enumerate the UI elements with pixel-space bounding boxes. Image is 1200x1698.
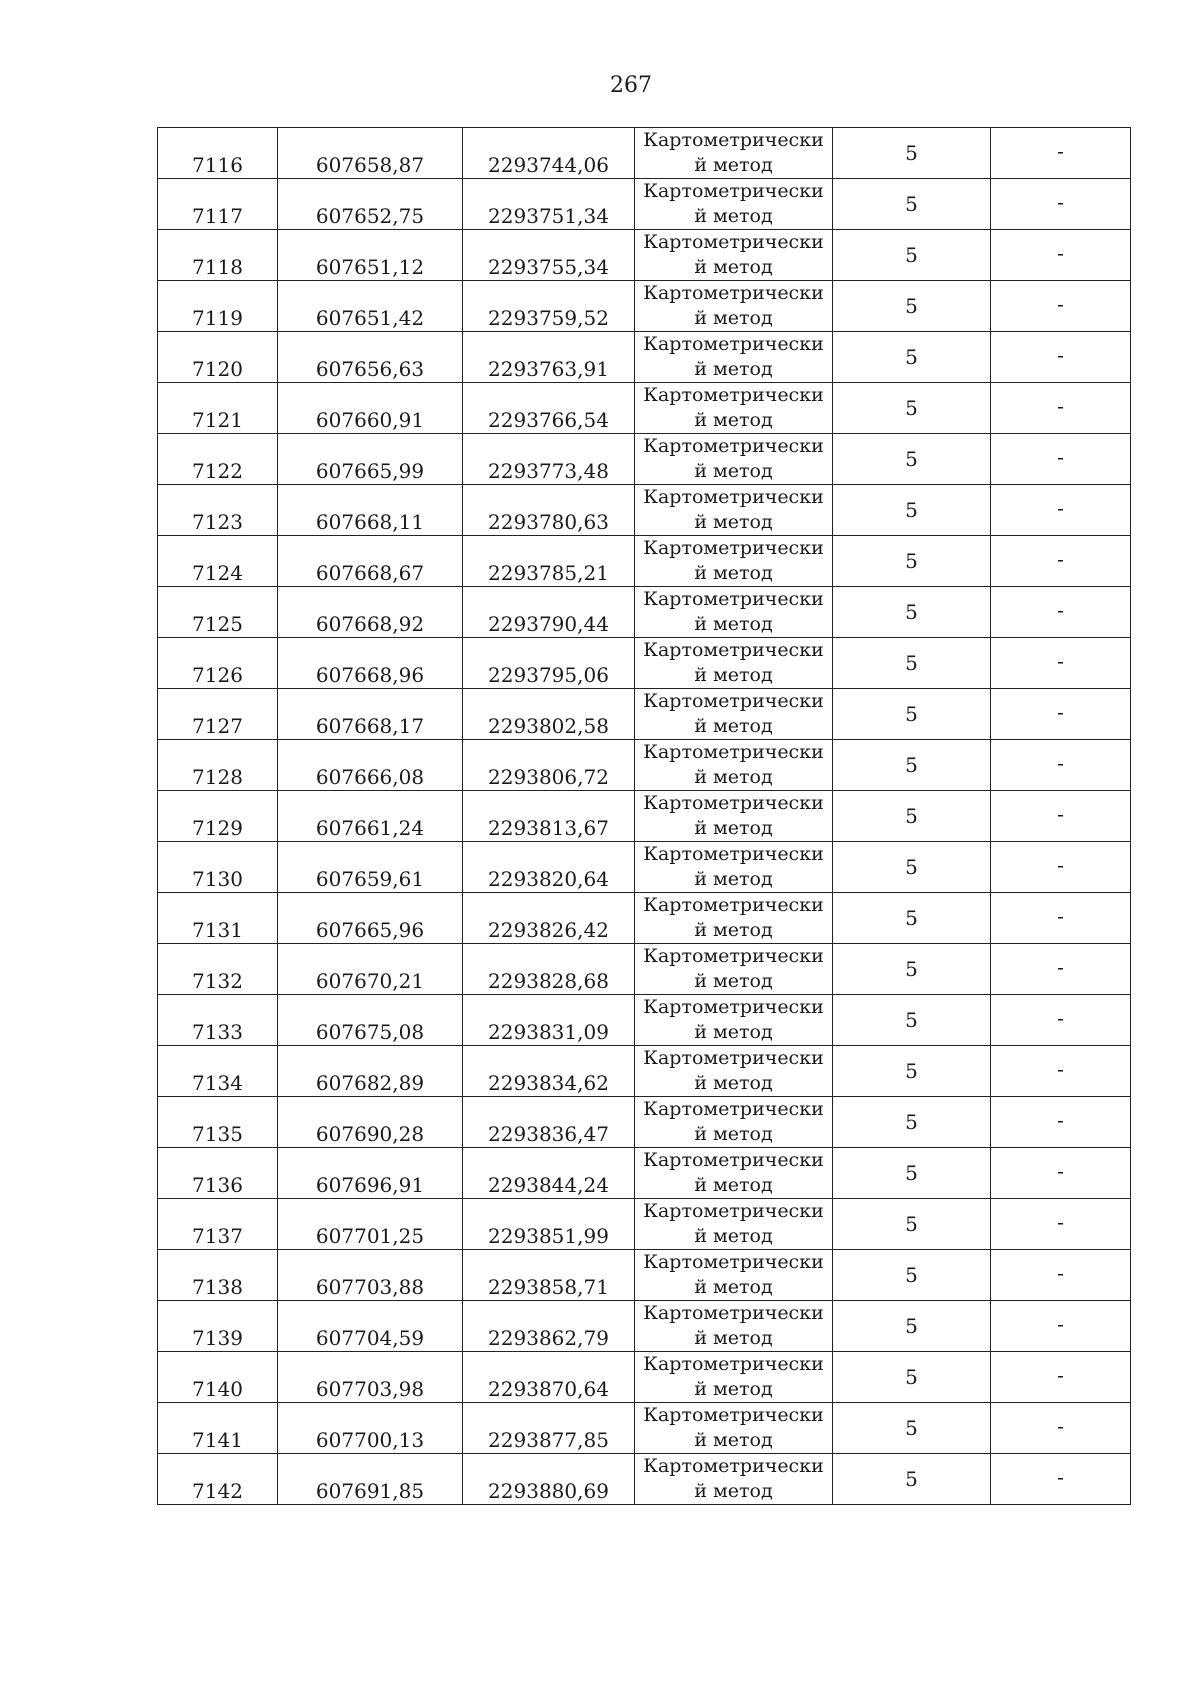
accuracy-cell: 5: [833, 1454, 991, 1505]
method-line-1: Картометрически: [643, 996, 824, 1018]
description-text: -: [1057, 700, 1064, 724]
x-coordinate-cell: 607660,91: [278, 383, 463, 434]
description-cell: [991, 281, 1131, 332]
description-text: -: [1057, 802, 1064, 826]
table-row: [158, 791, 1131, 842]
table-row: [158, 485, 1131, 536]
method-line-2: й метод: [694, 1480, 773, 1502]
point-number-cell: 7127: [158, 689, 278, 740]
description-cell: [991, 179, 1131, 230]
method-line-2: й метод: [694, 205, 773, 227]
table-row: [158, 536, 1131, 587]
description-cell: [991, 1301, 1131, 1352]
method-line-2: й метод: [694, 1072, 773, 1094]
point-number-cell: 7125: [158, 587, 278, 638]
accuracy-cell: 5: [833, 281, 991, 332]
description-cell: [991, 1352, 1131, 1403]
method-line-2: й метод: [694, 664, 773, 686]
y-coordinate-cell: 2293813,67: [463, 791, 635, 842]
x-coordinate-cell: 607670,21: [278, 944, 463, 995]
description-cell: [991, 1097, 1131, 1148]
y-coordinate-cell: 2293858,71: [463, 1250, 635, 1301]
method-cell: [635, 128, 833, 179]
accuracy-cell: 5: [833, 1250, 991, 1301]
method-cell: [635, 791, 833, 842]
y-coordinate-cell: 2293870,64: [463, 1352, 635, 1403]
y-coordinate-cell: 2293877,85: [463, 1403, 635, 1454]
table-row: [158, 1046, 1131, 1097]
method-line-1: Картометрически: [643, 843, 824, 865]
method-line-1: Картометрически: [643, 1302, 824, 1324]
method-line-1: Картометрически: [643, 384, 824, 406]
point-number-cell: 7136: [158, 1148, 278, 1199]
method-line-2: й метод: [694, 868, 773, 890]
x-coordinate-cell: 607665,96: [278, 893, 463, 944]
accuracy-cell: 5: [833, 1148, 991, 1199]
description-text: -: [1057, 751, 1064, 775]
point-number-cell: 7116: [158, 128, 278, 179]
method-cell: [635, 1250, 833, 1301]
method-cell: [635, 587, 833, 638]
y-coordinate-cell: 2293751,34: [463, 179, 635, 230]
accuracy-cell: 5: [833, 995, 991, 1046]
method-cell: [635, 230, 833, 281]
y-coordinate-cell: 2293802,58: [463, 689, 635, 740]
method-cell: [635, 1352, 833, 1403]
description-cell: [991, 1403, 1131, 1454]
point-number-cell: 7142: [158, 1454, 278, 1505]
point-number-cell: 7140: [158, 1352, 278, 1403]
description-cell: [991, 230, 1131, 281]
method-line-2: й метод: [694, 409, 773, 431]
table-row: [158, 944, 1131, 995]
description-text: -: [1057, 1108, 1064, 1132]
description-cell: [991, 383, 1131, 434]
method-cell: [635, 1301, 833, 1352]
description-cell: [991, 740, 1131, 791]
description-text: -: [1057, 1057, 1064, 1081]
x-coordinate-cell: 607691,85: [278, 1454, 463, 1505]
method-line-1: Картометрически: [643, 639, 824, 661]
table-row: [158, 740, 1131, 791]
method-line-1: Картометрически: [643, 282, 824, 304]
description-text: -: [1057, 955, 1064, 979]
method-line-1: Картометрически: [643, 435, 824, 457]
description-cell: [991, 1454, 1131, 1505]
method-line-2: й метод: [694, 715, 773, 737]
description-text: -: [1057, 241, 1064, 265]
y-coordinate-cell: 2293773,48: [463, 434, 635, 485]
description-text: -: [1057, 1363, 1064, 1387]
point-number-cell: 7118: [158, 230, 278, 281]
point-number-cell: 7126: [158, 638, 278, 689]
method-cell: [635, 1403, 833, 1454]
x-coordinate-cell: 607668,92: [278, 587, 463, 638]
method-cell: [635, 434, 833, 485]
x-coordinate-cell: 607661,24: [278, 791, 463, 842]
description-text: -: [1057, 547, 1064, 571]
description-text: -: [1057, 445, 1064, 469]
method-cell: [635, 281, 833, 332]
method-line-1: Картометрически: [643, 690, 824, 712]
method-cell: [635, 1199, 833, 1250]
description-text: -: [1057, 1006, 1064, 1030]
x-coordinate-cell: 607666,08: [278, 740, 463, 791]
description-cell: [991, 893, 1131, 944]
point-number-cell: 7134: [158, 1046, 278, 1097]
y-coordinate-cell: 2293826,42: [463, 893, 635, 944]
table-row: [158, 638, 1131, 689]
description-text: -: [1057, 904, 1064, 928]
point-number-cell: 7124: [158, 536, 278, 587]
accuracy-cell: 5: [833, 842, 991, 893]
x-coordinate-cell: 607668,11: [278, 485, 463, 536]
x-coordinate-cell: 607703,98: [278, 1352, 463, 1403]
point-number-cell: 7137: [158, 1199, 278, 1250]
y-coordinate-cell: 2293785,21: [463, 536, 635, 587]
method-cell: [635, 536, 833, 587]
description-cell: [991, 587, 1131, 638]
table-row: [158, 281, 1131, 332]
method-line-2: й метод: [694, 766, 773, 788]
method-line-2: й метод: [694, 817, 773, 839]
description-cell: [991, 434, 1131, 485]
method-line-2: й метод: [694, 460, 773, 482]
description-text: -: [1057, 1312, 1064, 1336]
point-number-cell: 7128: [158, 740, 278, 791]
y-coordinate-cell: 2293851,99: [463, 1199, 635, 1250]
x-coordinate-cell: 607703,88: [278, 1250, 463, 1301]
method-line-1: Картометрически: [643, 1353, 824, 1375]
description-text: -: [1057, 1210, 1064, 1234]
method-line-2: й метод: [694, 307, 773, 329]
method-cell: [635, 740, 833, 791]
method-line-2: й метод: [694, 1378, 773, 1400]
accuracy-cell: 5: [833, 128, 991, 179]
method-line-2: й метод: [694, 562, 773, 584]
description-text: -: [1057, 394, 1064, 418]
description-text: -: [1057, 1261, 1064, 1285]
method-line-1: Картометрически: [643, 180, 824, 202]
description-cell: [991, 485, 1131, 536]
y-coordinate-cell: 2293862,79: [463, 1301, 635, 1352]
method-cell: [635, 638, 833, 689]
y-coordinate-cell: 2293806,72: [463, 740, 635, 791]
description-cell: [991, 332, 1131, 383]
method-line-1: Картометрически: [643, 1200, 824, 1222]
point-number-cell: 7138: [158, 1250, 278, 1301]
table-row: [158, 1250, 1131, 1301]
method-line-1: Картометрически: [643, 1404, 824, 1426]
description-text: -: [1057, 649, 1064, 673]
table-row: [158, 1403, 1131, 1454]
x-coordinate-cell: 607690,28: [278, 1097, 463, 1148]
point-number-cell: 7117: [158, 179, 278, 230]
accuracy-cell: 5: [833, 1301, 991, 1352]
y-coordinate-cell: 2293744,06: [463, 128, 635, 179]
method-line-2: й метод: [694, 919, 773, 941]
accuracy-cell: 5: [833, 1352, 991, 1403]
y-coordinate-cell: 2293844,24: [463, 1148, 635, 1199]
method-line-1: Картометрически: [643, 333, 824, 355]
description-cell: [991, 638, 1131, 689]
point-number-cell: 7129: [158, 791, 278, 842]
table-row: [158, 842, 1131, 893]
description-cell: [991, 536, 1131, 587]
x-coordinate-cell: 607704,59: [278, 1301, 463, 1352]
description-text: -: [1057, 1414, 1064, 1438]
method-line-1: Картометрически: [643, 1098, 824, 1120]
x-coordinate-cell: 607701,25: [278, 1199, 463, 1250]
accuracy-cell: 5: [833, 179, 991, 230]
x-coordinate-cell: 607656,63: [278, 332, 463, 383]
method-line-2: й метод: [694, 358, 773, 380]
method-line-2: й метод: [694, 1123, 773, 1145]
method-cell: [635, 485, 833, 536]
description-cell: [991, 1046, 1131, 1097]
description-text: -: [1057, 1465, 1064, 1489]
method-line-1: Картометрически: [643, 894, 824, 916]
accuracy-cell: 5: [833, 587, 991, 638]
x-coordinate-cell: 607682,89: [278, 1046, 463, 1097]
accuracy-cell: 5: [833, 1097, 991, 1148]
description-cell: [991, 995, 1131, 1046]
y-coordinate-cell: 2293820,64: [463, 842, 635, 893]
coordinates-table: [157, 127, 1131, 1505]
x-coordinate-cell: 607668,67: [278, 536, 463, 587]
description-text: -: [1057, 598, 1064, 622]
table-row: [158, 1148, 1131, 1199]
method-line-1: Картометрически: [643, 945, 824, 967]
table-row: [158, 995, 1131, 1046]
y-coordinate-cell: 2293795,06: [463, 638, 635, 689]
method-line-1: Картометрически: [643, 537, 824, 559]
y-coordinate-cell: 2293828,68: [463, 944, 635, 995]
x-coordinate-cell: 607658,87: [278, 128, 463, 179]
point-number-cell: 7123: [158, 485, 278, 536]
x-coordinate-cell: 607651,12: [278, 230, 463, 281]
description-cell: [991, 1250, 1131, 1301]
method-cell: [635, 383, 833, 434]
x-coordinate-cell: 607668,96: [278, 638, 463, 689]
method-line-1: Картометрически: [643, 588, 824, 610]
method-line-2: й метод: [694, 613, 773, 635]
method-cell: [635, 179, 833, 230]
accuracy-cell: 5: [833, 740, 991, 791]
y-coordinate-cell: 2293834,62: [463, 1046, 635, 1097]
point-number-cell: 7121: [158, 383, 278, 434]
y-coordinate-cell: 2293759,52: [463, 281, 635, 332]
point-number-cell: 7120: [158, 332, 278, 383]
point-number-cell: 7139: [158, 1301, 278, 1352]
method-cell: [635, 893, 833, 944]
accuracy-cell: 5: [833, 791, 991, 842]
method-cell: [635, 842, 833, 893]
y-coordinate-cell: 2293780,63: [463, 485, 635, 536]
method-line-2: й метод: [694, 511, 773, 533]
x-coordinate-cell: 607700,13: [278, 1403, 463, 1454]
table-row: [158, 1301, 1131, 1352]
method-line-1: Картометрически: [643, 1251, 824, 1273]
table-row: [158, 128, 1131, 179]
y-coordinate-cell: 2293755,34: [463, 230, 635, 281]
method-line-1: Картометрически: [643, 1047, 824, 1069]
description-text: -: [1057, 1159, 1064, 1183]
y-coordinate-cell: 2293790,44: [463, 587, 635, 638]
method-line-1: Картометрически: [643, 1455, 824, 1477]
description-cell: [991, 689, 1131, 740]
method-line-1: Картометрически: [643, 1149, 824, 1171]
x-coordinate-cell: 607651,42: [278, 281, 463, 332]
description-text: -: [1057, 139, 1064, 163]
table-row: [158, 434, 1131, 485]
description-cell: [991, 944, 1131, 995]
method-cell: [635, 1046, 833, 1097]
method-cell: [635, 995, 833, 1046]
point-number-cell: 7119: [158, 281, 278, 332]
page-number: 267: [610, 73, 652, 98]
x-coordinate-cell: 607668,17: [278, 689, 463, 740]
x-coordinate-cell: 607675,08: [278, 995, 463, 1046]
method-line-1: Картометрически: [643, 792, 824, 814]
y-coordinate-cell: 2293880,69: [463, 1454, 635, 1505]
accuracy-cell: 5: [833, 230, 991, 281]
y-coordinate-cell: 2293831,09: [463, 995, 635, 1046]
point-number-cell: 7132: [158, 944, 278, 995]
table-row: [158, 1199, 1131, 1250]
accuracy-cell: 5: [833, 944, 991, 995]
accuracy-cell: 5: [833, 383, 991, 434]
description-cell: [991, 1148, 1131, 1199]
method-line-1: Картометрически: [643, 741, 824, 763]
accuracy-cell: 5: [833, 485, 991, 536]
y-coordinate-cell: 2293766,54: [463, 383, 635, 434]
method-line-2: й метод: [694, 1021, 773, 1043]
method-cell: [635, 1148, 833, 1199]
table-row: [158, 332, 1131, 383]
point-number-cell: 7135: [158, 1097, 278, 1148]
y-coordinate-cell: 2293836,47: [463, 1097, 635, 1148]
table-row: [158, 893, 1131, 944]
description-cell: [991, 842, 1131, 893]
method-line-1: Картометрически: [643, 486, 824, 508]
description-text: -: [1057, 190, 1064, 214]
point-number-cell: 7131: [158, 893, 278, 944]
accuracy-cell: 5: [833, 332, 991, 383]
table-row: [158, 179, 1131, 230]
method-line-2: й метод: [694, 1429, 773, 1451]
point-number-cell: 7141: [158, 1403, 278, 1454]
x-coordinate-cell: 607659,61: [278, 842, 463, 893]
point-number-cell: 7130: [158, 842, 278, 893]
description-text: -: [1057, 496, 1064, 520]
method-line-2: й метод: [694, 1174, 773, 1196]
method-cell: [635, 944, 833, 995]
point-number-cell: 7133: [158, 995, 278, 1046]
table-row: [158, 230, 1131, 281]
x-coordinate-cell: 607652,75: [278, 179, 463, 230]
accuracy-cell: 5: [833, 1199, 991, 1250]
table-row: [158, 1097, 1131, 1148]
point-number-cell: 7122: [158, 434, 278, 485]
coordinates-table-body: [158, 128, 1131, 1505]
description-cell: [991, 791, 1131, 842]
method-line-2: й метод: [694, 1276, 773, 1298]
table-row: [158, 383, 1131, 434]
description-cell: [991, 1199, 1131, 1250]
method-line-2: й метод: [694, 256, 773, 278]
description-text: -: [1057, 343, 1064, 367]
accuracy-cell: 5: [833, 689, 991, 740]
method-cell: [635, 689, 833, 740]
method-line-2: й метод: [694, 1225, 773, 1247]
description-text: -: [1057, 853, 1064, 877]
x-coordinate-cell: 607665,99: [278, 434, 463, 485]
table-row: [158, 1454, 1131, 1505]
description-text: -: [1057, 292, 1064, 316]
method-line-2: й метод: [694, 154, 773, 176]
table-row: [158, 1352, 1131, 1403]
method-cell: [635, 332, 833, 383]
accuracy-cell: 5: [833, 1403, 991, 1454]
accuracy-cell: 5: [833, 638, 991, 689]
accuracy-cell: 5: [833, 1046, 991, 1097]
accuracy-cell: 5: [833, 434, 991, 485]
y-coordinate-cell: 2293763,91: [463, 332, 635, 383]
method-cell: [635, 1454, 833, 1505]
method-line-2: й метод: [694, 970, 773, 992]
table-row: [158, 587, 1131, 638]
accuracy-cell: 5: [833, 893, 991, 944]
x-coordinate-cell: 607696,91: [278, 1148, 463, 1199]
table-row: [158, 689, 1131, 740]
method-cell: [635, 1097, 833, 1148]
method-line-2: й метод: [694, 1327, 773, 1349]
method-line-1: Картометрически: [643, 231, 824, 253]
accuracy-cell: 5: [833, 536, 991, 587]
method-line-1: Картометрически: [643, 129, 824, 151]
description-cell: [991, 128, 1131, 179]
